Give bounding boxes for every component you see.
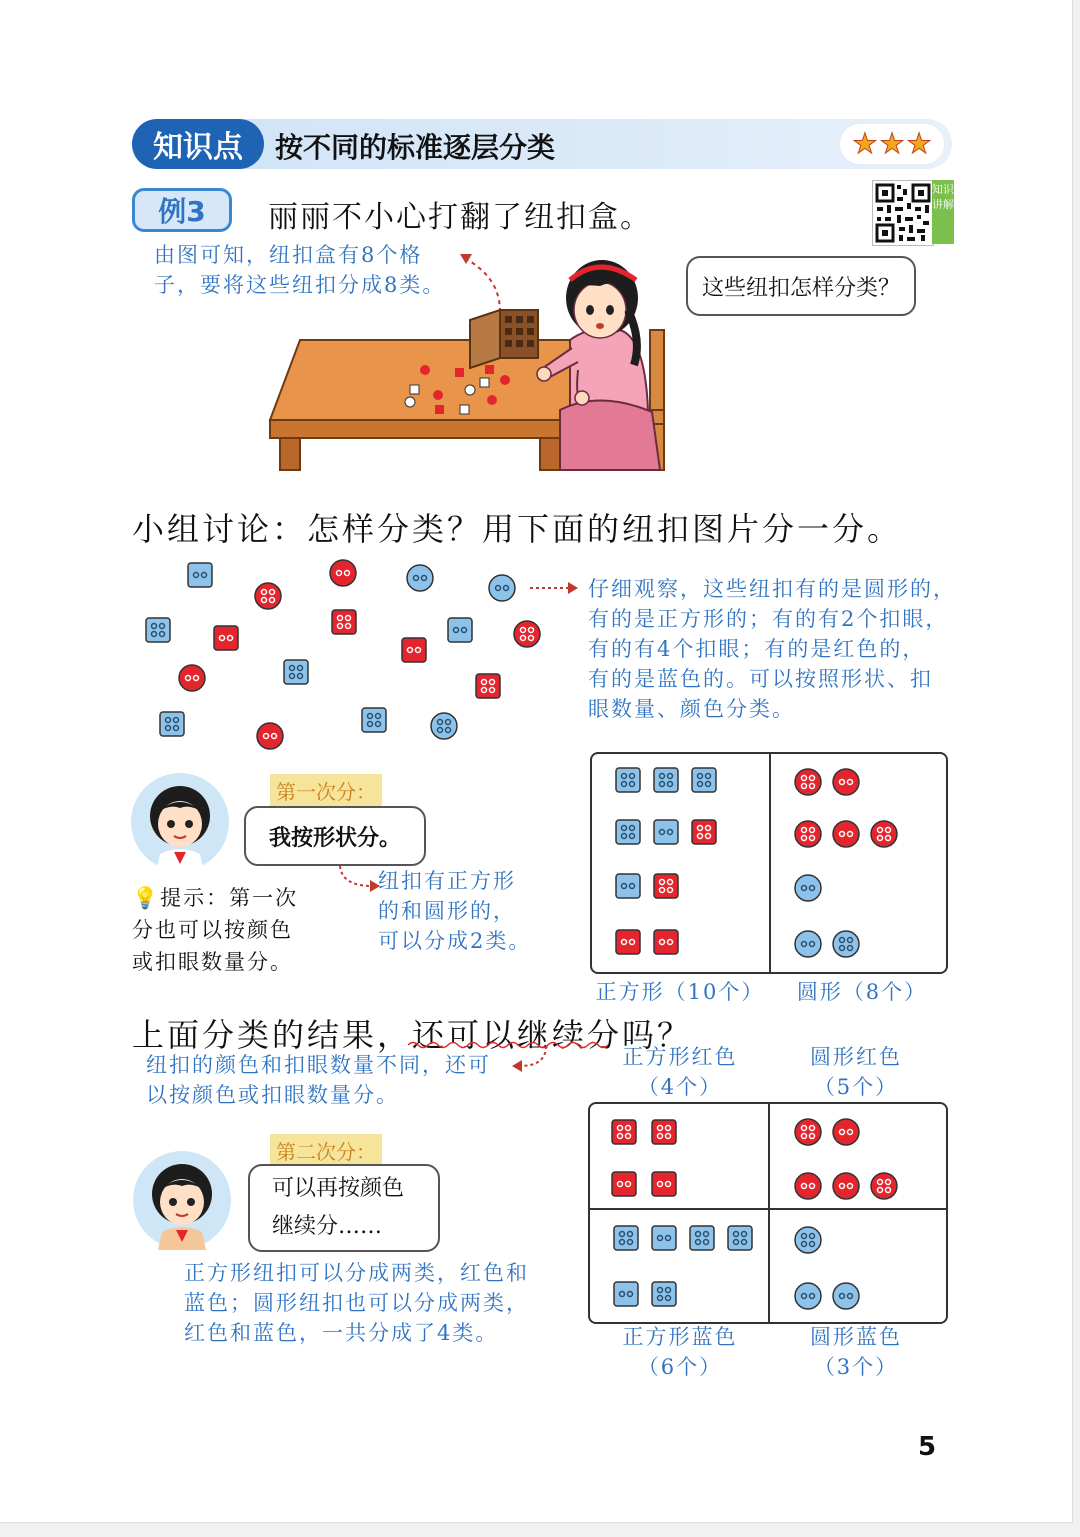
button-icon [612,1120,636,1144]
arrow-icon [510,1044,550,1074]
second-question-note [146,1050,491,1110]
topic-title: 按不同的标准逐层分类 [275,131,556,164]
button-icon [652,1226,676,1250]
scattered-buttons [140,550,590,760]
button-icon [616,820,640,844]
button-icon [795,875,821,901]
second-note [184,1258,529,1348]
button-icon [402,638,426,662]
button-icon [728,1226,752,1250]
button-icon [332,610,356,634]
page-number: 5 [918,1432,937,1462]
observe-note-line: 有的是正方形的；有的有2个扣眼， [588,607,949,631]
observe-note [588,574,956,724]
button-icon [654,874,678,898]
circle-caption: 圆形（8个） [796,980,928,1004]
button-icon [833,1173,859,1199]
button-icon [833,931,859,957]
discussion-heading: 小组讨论：怎样分类？用下面的纽扣图片分一分。 [132,510,903,548]
hint-line: 分也可以按颜色 [132,918,293,942]
note2-line: 纽扣的颜色和扣眼数量不同，还可 [146,1053,491,1077]
first-note [378,866,531,956]
square-caption: 正方形（10个） [595,980,765,1004]
hint-line: 或扣眼数量分。 [132,950,293,974]
first-sort-table [590,752,948,974]
button-icon [362,708,386,732]
caption-line: 圆形红色 [810,1045,902,1069]
star-icon: ★ [906,127,932,160]
button-icon [654,930,678,954]
caption-line: （5个） [813,1075,899,1099]
button-icon [407,565,433,591]
observe-note-line: 仔细观察，这些纽扣有的是圆形的， [588,577,956,601]
button-icon [795,1173,821,1199]
button-icon [833,769,859,795]
button-icon [690,1226,714,1250]
button-icon [188,563,212,587]
intro-note-line: 子，要将这些纽扣分成8类。 [154,273,446,297]
button-icon [616,930,640,954]
second-sort-table [588,1102,948,1324]
square-red-caption [594,1042,766,1102]
button-icon [330,560,356,586]
circle-red-caption [770,1042,942,1102]
first-division-tag: 第一次分： [270,774,382,807]
button-icon [871,1173,897,1199]
second-note-line: 红色和蓝色，一共分成了4类。 [184,1321,499,1345]
button-icon [614,1282,638,1306]
button-icon [795,769,821,795]
bubble-line: 可以再按颜色 [272,1176,405,1201]
caption-line: （3个） [813,1355,899,1379]
arrow-icon [530,580,580,596]
wavy-underline [408,1040,608,1050]
button-icon [795,931,821,957]
caption-line: 圆形蓝色 [810,1325,902,1349]
button-icon [160,712,184,736]
intro-note-line: 由图可知，纽扣盒有8个格 [154,243,423,267]
button-icon [489,575,515,601]
button-icon [833,1119,859,1145]
button-icon [692,820,716,844]
button-icon [692,768,716,792]
example-text: 丽丽不小心打翻了纽扣盒。 [268,200,652,235]
button-icon [431,713,457,739]
button-icon [795,1119,821,1145]
button-icon [514,621,540,647]
button-icon [614,1226,638,1250]
second-speech-bubble [248,1164,440,1252]
arrow-icon [338,864,382,894]
button-icon [795,1283,821,1309]
avatar-girl-1 [130,772,230,872]
caption-line: （6个） [637,1355,723,1379]
button-icon [616,874,640,898]
button-icon [652,1172,676,1196]
second-question-heading: 上面分类的结果，还可以继续分吗？ [132,1016,693,1054]
observe-note-line: 有的是蓝色的。可以按照形状、扣 [588,667,933,691]
button-icon [654,820,678,844]
difficulty-stars [840,124,944,164]
hint-block [132,882,298,978]
knowledge-point-badge: 知识点 [132,119,264,169]
qr-code-icon[interactable] [872,180,934,246]
caption-line: （4个） [637,1075,723,1099]
second-note-line: 正方形纽扣可以分成两类，红色和 [184,1261,529,1285]
first-sort-buttons [592,754,946,972]
caption-line: 正方形蓝色 [622,1325,738,1349]
example-label: 例3 [132,188,232,232]
second-division-tag: 第二次分： [270,1134,382,1167]
star-icon: ★ [852,127,878,160]
button-icon [179,665,205,691]
button-icon [255,583,281,609]
button-icon [833,1283,859,1309]
spilled-buttons-illustration [260,240,700,480]
girl-speech-bubble: 这些纽扣怎样分类？ [686,256,916,316]
caption-line: 正方形红色 [622,1045,738,1069]
button-icon [284,660,308,684]
button-icon [214,626,238,650]
qr-label: 知识讲解 [932,180,954,244]
first-note-line: 可以分成2类。 [378,929,532,953]
button-icon [652,1282,676,1306]
button-icon [448,618,472,642]
button-icon [257,723,283,749]
button-icon [652,1120,676,1144]
note2-line: 以按颜色或扣眼数量分。 [146,1083,399,1107]
button-icon [833,821,859,847]
avatar-girl-2 [132,1150,232,1250]
bubble-line: 继续分…… [272,1214,383,1239]
button-icon [795,821,821,847]
lightbulb-icon: 💡 [132,886,161,910]
first-speech-bubble: 我按形状分。 [244,806,426,866]
square-blue-caption [594,1322,766,1382]
button-icon [146,618,170,642]
observe-note-line: 眼数量、颜色分类。 [588,697,795,721]
button-icon [654,768,678,792]
star-icon: ★ [879,127,905,160]
button-icon [795,1227,821,1253]
hint-line: 提示：第一次 [160,886,299,910]
second-sort-buttons [590,1104,946,1322]
first-note-line: 的和圆形的， [378,899,516,923]
circle-blue-caption [770,1322,942,1382]
observe-note-line: 有的有4个扣眼；有的是红色的， [588,637,926,661]
button-icon [476,674,500,698]
button-icon [616,768,640,792]
first-note-line: 纽扣有正方形 [378,869,516,893]
button-icon [612,1172,636,1196]
button-icon [871,821,897,847]
second-note-line: 蓝色；圆形纽扣也可以分成两类， [184,1291,529,1315]
